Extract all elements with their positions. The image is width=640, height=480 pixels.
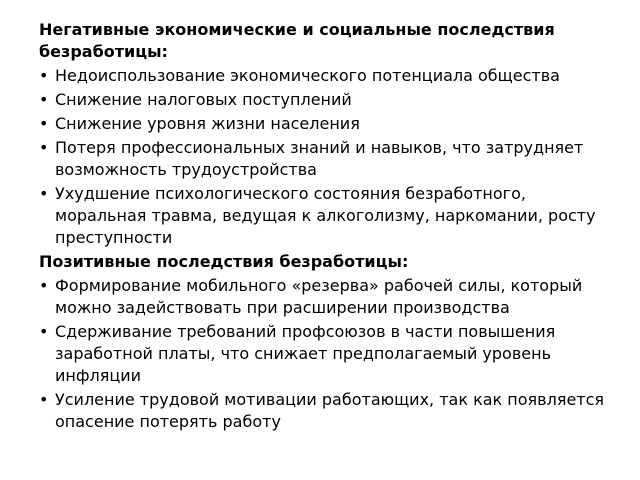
list-item xyxy=(39,321,610,387)
negative-list xyxy=(39,65,610,249)
bullet-icon: • xyxy=(39,390,49,409)
list-item xyxy=(39,137,610,181)
bullet-icon: • xyxy=(39,138,49,157)
list-item-text: Недоиспользование экономического потенциала общества xyxy=(55,66,560,85)
bullet-icon: • xyxy=(39,66,49,85)
list-item-text: Формирование мобильного «резерва» рабочей силы, который можно задействовать при расширении производства xyxy=(55,276,583,317)
bullet-icon: • xyxy=(39,322,49,341)
list-item-text: Снижение налоговых поступлений xyxy=(55,90,352,109)
positive-heading: Позитивные последствия безработицы: xyxy=(39,252,409,271)
bullet-icon: • xyxy=(39,114,49,133)
list-item xyxy=(39,183,610,249)
list-item-text: Потеря профессиональных знаний и навыков, что затрудняет возможность трудоустройства xyxy=(55,138,584,179)
list-item-text: Сдерживание требований профсоюзов в части повышения заработной платы, что снижает предполагаемый уровень инфляции xyxy=(55,322,556,385)
list-item-text: Усиление трудовой мотивации работающих, так как появляется опасение потерять работу xyxy=(55,390,605,431)
list-item-text: Снижение уровня жизни населения xyxy=(55,114,360,133)
positive-list xyxy=(39,275,610,433)
bullet-icon: • xyxy=(39,90,49,109)
list-item xyxy=(39,65,610,87)
list-item xyxy=(39,113,610,135)
list-item-text: Ухудшение психологического состояния безработного, моральная травма, ведущая к алкоголизму, наркомании, росту преступности xyxy=(55,184,596,247)
negative-heading: Негативные экономические и социальные последствия безработицы: xyxy=(39,20,555,61)
list-item xyxy=(39,89,610,111)
list-item xyxy=(39,275,610,319)
bullet-icon: • xyxy=(39,184,49,203)
bullet-icon: • xyxy=(39,276,49,295)
list-item xyxy=(39,389,610,433)
